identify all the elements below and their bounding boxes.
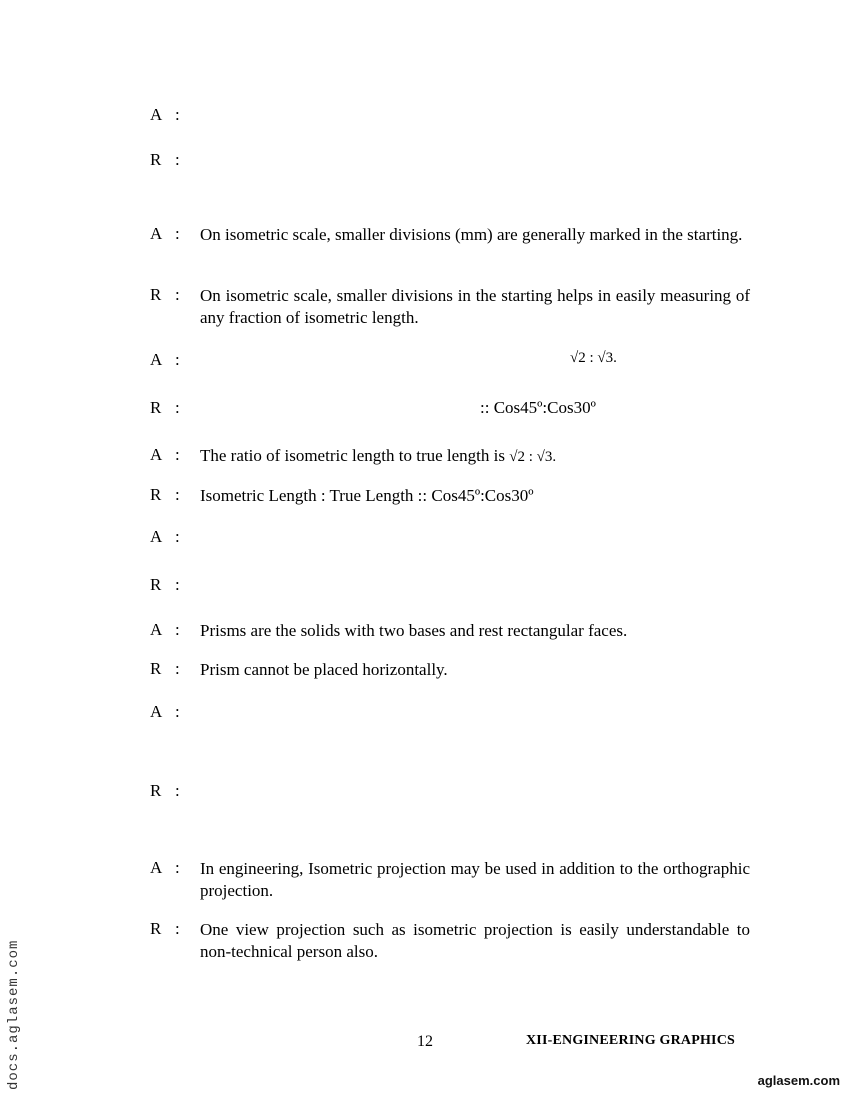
item-colon: :	[175, 702, 180, 721]
item-colon: :	[175, 620, 180, 639]
item-label: R	[150, 398, 162, 417]
item-label: A	[150, 445, 163, 464]
side-watermark: docs.aglasem.com	[6, 939, 22, 1090]
item-text: In engineering, Isometric projection may be used in addition to the orthographic projection.	[200, 859, 750, 900]
ratio-math: √2 : √3.	[570, 350, 617, 366]
item-colon: :	[175, 919, 180, 938]
item-label: A	[150, 620, 163, 639]
item-label: R	[150, 485, 162, 504]
item-label: A	[150, 224, 163, 243]
item-text-line	[200, 445, 750, 468]
item-colon: :	[175, 659, 180, 678]
page-number: 12	[417, 1033, 433, 1050]
item-text: Prism cannot be placed horizontally.	[200, 660, 448, 679]
item-label: R	[150, 575, 162, 594]
item-text: Prisms are the solids with two bases and rest rectangular faces.	[200, 621, 628, 640]
item-label: A	[150, 527, 163, 546]
item-label: R	[150, 781, 162, 800]
item-colon: :	[175, 398, 180, 417]
item-label: R	[150, 285, 162, 304]
corner-watermark: aglasem.com	[757, 1073, 840, 1088]
item-label: A	[150, 702, 163, 721]
item-colon: :	[175, 224, 180, 243]
item-label: A	[150, 105, 163, 124]
item-colon: :	[175, 105, 180, 124]
item-colon: :	[175, 150, 180, 169]
item-colon: :	[175, 858, 180, 877]
item-colon: :	[175, 485, 180, 504]
item-colon: :	[175, 781, 180, 800]
item-text: The ratio of isometric length to true length is	[200, 446, 505, 465]
item-label: R	[150, 919, 162, 938]
item-colon: :	[175, 285, 180, 304]
item-colon: :	[175, 350, 180, 369]
ratio-math: √2 : √3.	[509, 449, 557, 465]
item-text: One view projection such as isometric projection is easily understandable to non-technical person also.	[200, 920, 750, 961]
item-text: On isometric scale, smaller divisions (mm) are generally marked in the starting.	[200, 225, 743, 244]
item-colon: :	[175, 575, 180, 594]
item-label: A	[150, 350, 163, 369]
item-label: R	[150, 150, 162, 169]
item-colon: :	[175, 445, 180, 464]
item-label: R	[150, 659, 162, 678]
item-colon: :	[175, 527, 180, 546]
item-text: :: Cos45º:Cos30º	[480, 398, 596, 417]
item-label: A	[150, 858, 163, 877]
item-text: Isometric Length : True Length :: Cos45º:Cos30º	[200, 486, 534, 505]
footer-title: XII-ENGINEERING GRAPHICS	[526, 1033, 735, 1048]
item-text: On isometric scale, smaller divisions in the starting helps in easily measuring of any fraction of isometric length.	[200, 286, 750, 327]
